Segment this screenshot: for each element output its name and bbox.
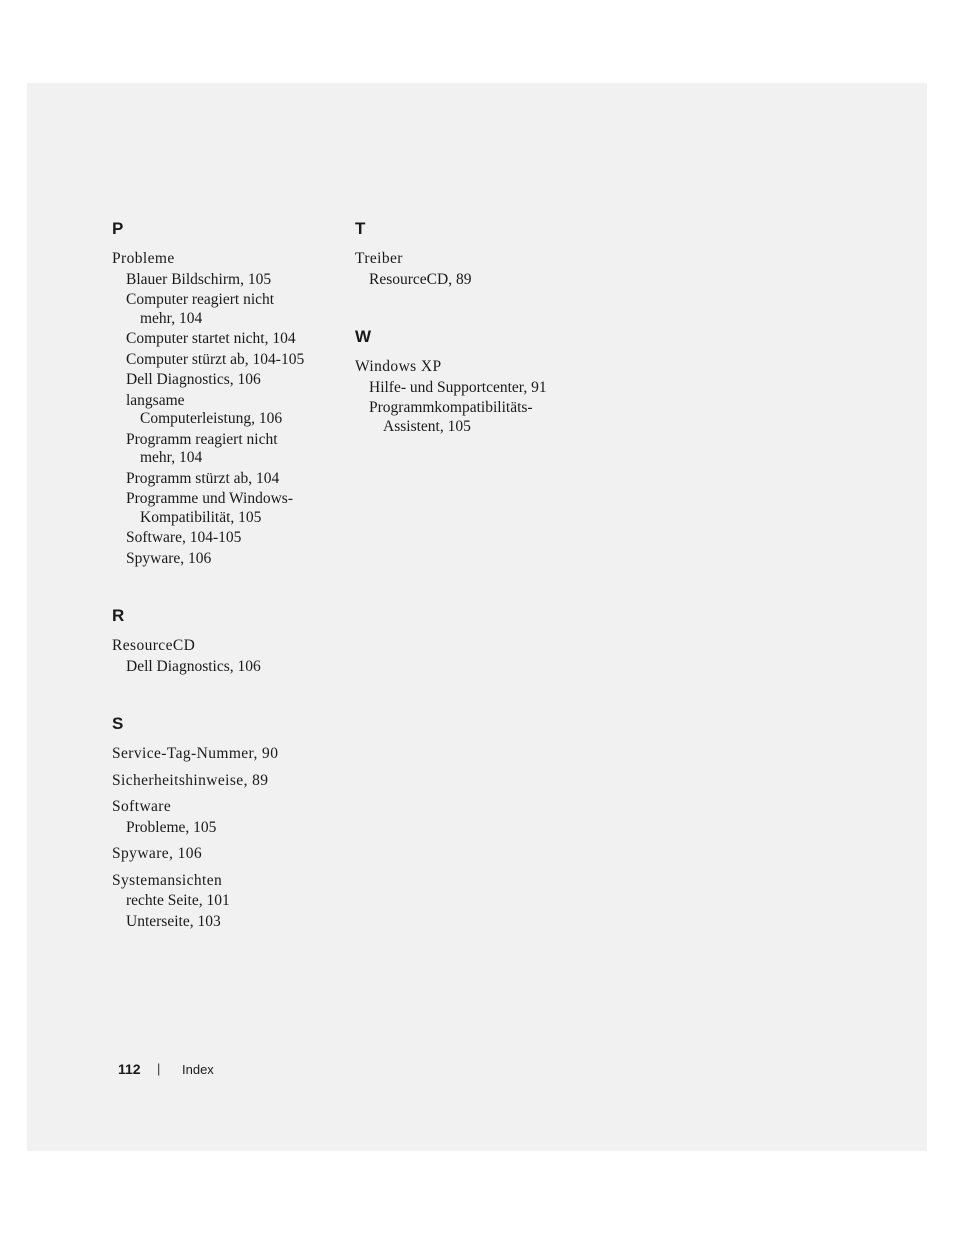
index-subentry: Spyware, 106 [126, 549, 212, 567]
index-entry-term: Systemansichten [112, 871, 223, 889]
section-letter: S [112, 714, 124, 733]
index-entry [355, 357, 595, 436]
index-subentry-continuation: mehr, 104 [140, 449, 203, 466]
index-subentry: Programmkompatibilitäts- [369, 399, 533, 416]
index-entry-term: Treiber [355, 250, 403, 267]
index-subentry: rechte Seite, 101 [126, 892, 230, 909]
index-entry-term: Software [112, 798, 172, 815]
index-section-t [355, 219, 595, 289]
index-subentry-continuation: Kompatibilität, 105 [140, 508, 262, 526]
index-subentry: Hilfe- und Supportcenter, 91 [369, 378, 547, 396]
index-subentry: Dell Diagnostics, 106 [126, 371, 261, 388]
index-entry [112, 771, 342, 791]
index-entry [112, 797, 342, 837]
index-entry-term: Service-Tag-Nummer, 90 [112, 745, 279, 762]
index-column-left [112, 219, 342, 969]
index-entry [112, 871, 342, 932]
index-subentry: Programme und Windows- [126, 490, 293, 507]
index-entry [112, 249, 342, 568]
index-subentry: Software, 104-105 [126, 529, 242, 546]
index-subentry: ResourceCD, 89 [369, 270, 472, 288]
footer-section-name: Index [182, 1062, 214, 1077]
index-entry [112, 636, 342, 676]
index-subentry: Programm stürzt ab, 104 [126, 469, 280, 487]
index-column-right [355, 219, 595, 474]
footer-separator: | [157, 1061, 161, 1076]
section-letter: W [355, 327, 372, 346]
index-subentry: Blauer Bildschirm, 105 [126, 270, 272, 288]
index-section-s [112, 714, 342, 931]
index-entry [112, 744, 342, 764]
index-subentry-continuation: mehr, 104 [140, 309, 203, 327]
section-letter: T [355, 219, 366, 238]
index-subentry: Computer startet nicht, 104 [126, 330, 296, 347]
index-subentry-continuation: Assistent, 105 [383, 417, 471, 435]
index-subentry: langsame [126, 391, 185, 409]
index-subentry: Computer reagiert nicht [126, 291, 275, 308]
page-number: 112 [118, 1061, 141, 1077]
index-subentry-continuation: Computerleistung, 106 [140, 410, 283, 427]
index-entry-term: Windows XP [355, 358, 442, 375]
index-entry-term: Probleme [112, 250, 175, 267]
index-entry-term: Sicherheitshinweise, 89 [112, 771, 269, 789]
index-entry [112, 844, 342, 864]
section-letter: R [112, 606, 125, 625]
index-subentry: Computer stürzt ab, 104-105 [126, 350, 305, 368]
index-section-r [112, 606, 342, 676]
index-section-p [112, 219, 342, 568]
index-section-w [355, 327, 595, 436]
section-letter: P [112, 219, 124, 238]
index-subentry: Unterseite, 103 [126, 912, 221, 930]
index-entry-term: ResourceCD [112, 637, 196, 654]
index-entry [355, 249, 595, 289]
index-subentry: Dell Diagnostics, 106 [126, 657, 261, 675]
index-entry-term: Spyware, 106 [112, 845, 203, 862]
index-subentry: Programm reagiert nicht [126, 430, 278, 448]
index-subentry: Probleme, 105 [126, 818, 217, 836]
